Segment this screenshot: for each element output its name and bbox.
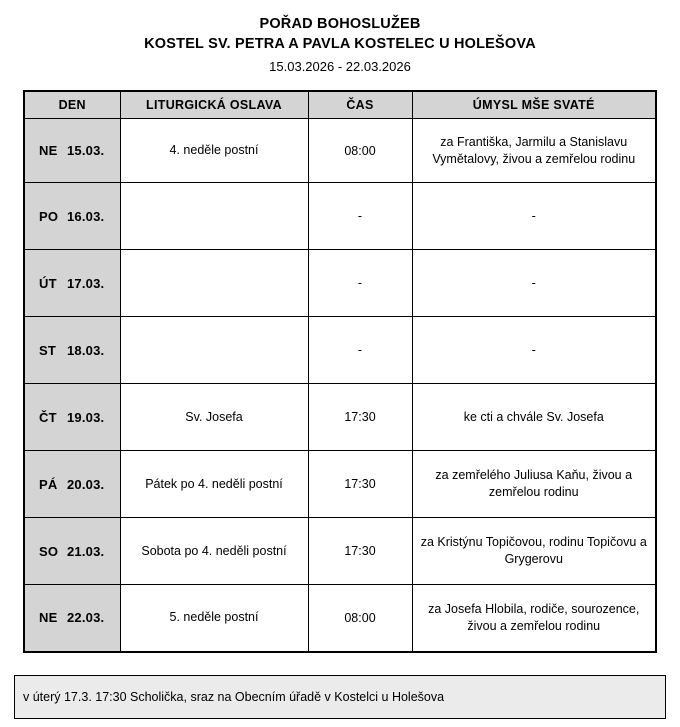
day-date: 15.03.	[67, 143, 105, 158]
day-cell	[24, 119, 120, 183]
time-cell: -	[308, 250, 412, 317]
liturgy-cell	[120, 183, 308, 250]
intent-cell: za Josefa Hlobila, rodiče, sourozence, živou a zemřelou rodinu	[412, 585, 656, 652]
liturgy-cell: Sv. Josefa	[120, 384, 308, 451]
day-cell	[24, 183, 120, 250]
day-abbr: ST	[39, 342, 57, 358]
table-row	[24, 119, 656, 183]
page-subtitle: KOSTEL SV. PETRA A PAVLA KOSTELEC U HOLEŠOVA	[144, 36, 536, 52]
day-cell	[24, 317, 120, 384]
day-cell	[24, 585, 120, 652]
table-row	[24, 384, 656, 451]
table-header-row	[24, 91, 656, 119]
day-abbr: SO	[39, 543, 59, 559]
footer-note	[14, 675, 666, 719]
intent-cell: za Kristýnu Topičovou, rodinu Topičovu a Grygerovu	[412, 518, 656, 585]
day-date: 22.03.	[67, 610, 105, 626]
day-cell	[24, 518, 120, 585]
day-abbr: NE	[39, 143, 58, 158]
day-cell	[24, 384, 120, 451]
intent-cell: -	[412, 183, 656, 250]
day-date: 18.03.	[67, 342, 105, 358]
liturgy-cell: Pátek po 4. neděli postní	[120, 451, 308, 518]
date-range: 15.03.2026 - 22.03.2026	[269, 59, 411, 74]
intent-cell: ke cti a chvále Sv. Josefa	[412, 384, 656, 451]
day-abbr: ÚT	[39, 275, 57, 291]
intent-cell: -	[412, 317, 656, 384]
day-abbr: ČT	[39, 409, 57, 425]
day-cell	[24, 451, 120, 518]
intent-cell: -	[412, 250, 656, 317]
day-date: 21.03.	[67, 543, 105, 559]
time-cell: -	[308, 183, 412, 250]
table-row	[24, 183, 656, 250]
table-row	[24, 250, 656, 317]
time-cell: 17:30	[308, 518, 412, 585]
liturgy-cell: Sobota po 4. neděli postní	[120, 518, 308, 585]
column-header-intent: ÚMYSL MŠE SVATÉ	[412, 91, 656, 119]
time-cell: -	[308, 317, 412, 384]
day-date: 20.03.	[67, 476, 105, 492]
table-row	[24, 317, 656, 384]
time-cell: 17:30	[308, 384, 412, 451]
intent-cell: za Františka, Jarmilu a Stanislavu Vymětalovy, živou a zemřelou rodinu	[412, 119, 656, 183]
column-header-liturgy: LITURGICKÁ OSLAVA	[120, 91, 308, 119]
page-header	[0, 0, 680, 78]
column-header-time: ČAS	[308, 91, 412, 119]
page-title: POŘAD BOHOSLUŽEB	[259, 16, 421, 32]
liturgy-cell: 5. neděle postní	[120, 585, 308, 652]
time-cell: 08:00	[308, 119, 412, 183]
day-date: 16.03.	[67, 208, 105, 224]
day-abbr: NE	[39, 610, 58, 626]
day-date: 19.03.	[67, 409, 105, 425]
table-row	[24, 451, 656, 518]
time-cell: 17:30	[308, 451, 412, 518]
footer-note-text: v úterý 17.3. 17:30 Scholička, sraz na Obecním úřadě v Kostelci u Holešova	[23, 690, 445, 704]
liturgy-cell: 4. neděle postní	[120, 119, 308, 183]
intent-cell: za zemřelého Juliusa Kaňu, živou a zemřelou rodinu	[412, 451, 656, 518]
day-cell	[24, 250, 120, 317]
column-header-day: DEN	[24, 91, 120, 119]
liturgy-cell	[120, 250, 308, 317]
table-row	[24, 518, 656, 585]
table-row	[24, 585, 656, 652]
day-abbr: PO	[39, 208, 59, 224]
schedule-table	[23, 90, 657, 653]
liturgy-cell	[120, 317, 308, 384]
day-abbr: PÁ	[39, 476, 58, 492]
day-date: 17.03.	[67, 275, 105, 291]
time-cell: 08:00	[308, 585, 412, 652]
